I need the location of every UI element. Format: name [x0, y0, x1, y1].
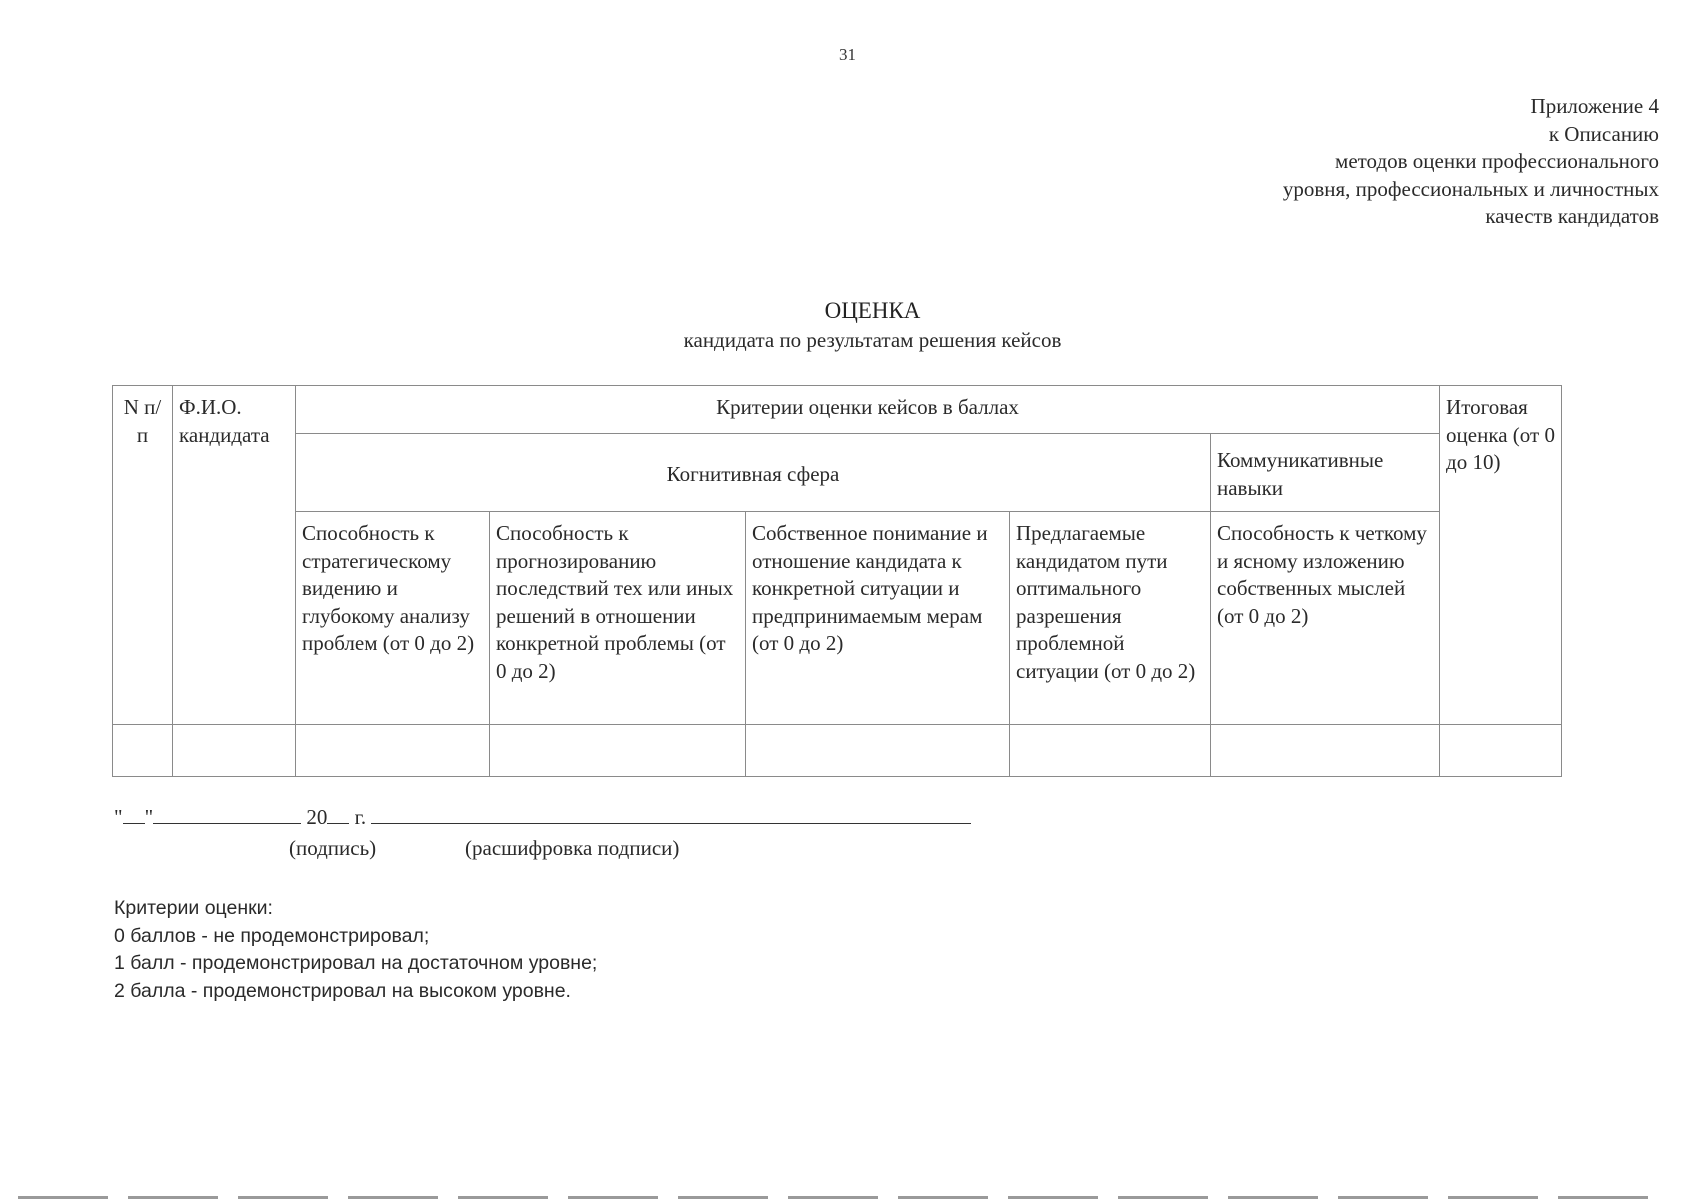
appendix-line: к Описанию [1548, 121, 1659, 146]
criterion-proposed-solutions: Предлагаемые кандидатом пути оптимального разрешения проблемной ситуации (от 0 до 2) [1010, 512, 1211, 725]
criterion-own-understanding: Собственное понимание и отношение кандидата к конкретной ситуации и предпринимаемым мерам (от 0 до 2) [746, 512, 1010, 725]
year-suffix: г. [354, 805, 367, 829]
signature-blank [371, 805, 971, 824]
criterion-strategic-vision: Способность к стратегическому видению и глубокому анализу проблем (от 0 до 2) [296, 512, 490, 725]
document-title: ОЦЕНКА [824, 298, 921, 323]
page-number: 31 [839, 45, 856, 64]
scan-edge-divider [18, 1196, 1665, 1199]
year-prefix: 20 [306, 805, 328, 829]
cell-score [746, 725, 1010, 777]
criterion-forecasting: Способность к прогнозированию последствий тех или иных решений в отношении конкретной проблемы (от 0 до 2) [490, 512, 746, 725]
appendix-line: Приложение 4 [1530, 94, 1659, 118]
criteria-item: 1 балл - продемонстрировал на достаточном уровне; [114, 952, 598, 974]
cell-score [1010, 725, 1211, 777]
cell-score [490, 725, 746, 777]
criteria-heading: Критерии оценки: [114, 897, 273, 919]
signature-decoding-label: (расшифровка подписи) [465, 836, 680, 860]
header-criteria: Критерии оценки кейсов в баллах [296, 386, 1440, 434]
month-blank [153, 805, 301, 824]
cell-score [296, 725, 490, 777]
cell-number [113, 725, 173, 777]
assessment-table [112, 385, 1562, 777]
appendix-line: уровня, профессиональных и личностных [1282, 176, 1659, 201]
appendix-line: качеств кандидатов [1485, 204, 1659, 228]
criteria-item: 0 баллов - не продемонстрировал; [114, 924, 430, 947]
cell-full-name [173, 725, 296, 777]
criteria-notes [114, 895, 597, 1005]
header-total-score: Итоговая оценка (от 0 до 10) [1440, 386, 1562, 725]
criterion-clear-expression: Способность к четкому и ясному изложению собственных мыслей (от 0 до 2) [1211, 512, 1440, 725]
cell-total [1440, 725, 1562, 777]
appendix-line: методов оценки профессионального [1335, 149, 1659, 173]
day-blank [123, 805, 145, 824]
signature-line [114, 805, 971, 830]
year-blank [327, 805, 349, 824]
header-full-name: Ф.И.О. кандидата [173, 386, 296, 725]
document-subtitle: кандидата по результатам решения кейсов [683, 328, 1062, 352]
criteria-item: 2 балла - продемонстрировал на высоком уровне. [114, 979, 571, 1002]
table-row [113, 725, 1562, 777]
header-number: N п/п [113, 386, 173, 725]
header-communication-skills: Коммуникативные навыки [1211, 434, 1440, 512]
quote-open: " [114, 805, 123, 829]
header-cognitive-sphere: Когнитивная сфера [296, 434, 1211, 512]
cell-score [1211, 725, 1440, 777]
quote-close: " [144, 805, 154, 829]
signature-label: (подпись) [289, 836, 377, 860]
appendix-reference [1283, 93, 1659, 231]
